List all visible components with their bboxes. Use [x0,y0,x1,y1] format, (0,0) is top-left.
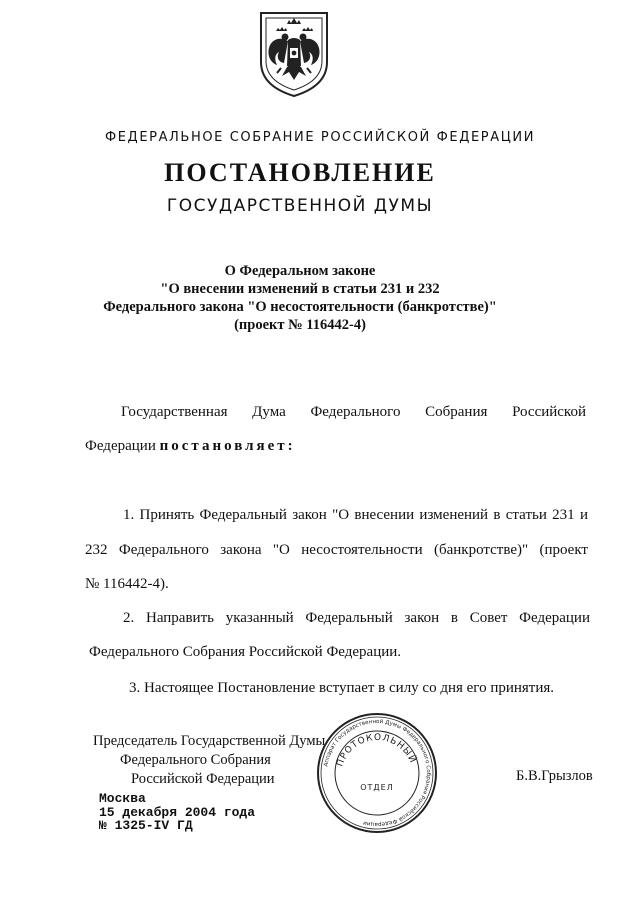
resolution-item-1-line: 1. Принять Федеральный закон "О внесении изменений в статьи 231 и [123,507,588,523]
subject-line: (проект № 116442-4) [234,317,366,333]
subject-line: Федерального закона "О несостоятельности (банкротстве)" [103,299,497,315]
resolution-item-1-line: 232 Федерального закона "О несостоятельности (банкротстве)" (проект [85,542,588,558]
seal-outer-text: Аппарат Государственной Думы Федерального Собрания Российской Федерации [323,718,432,828]
seal-center-text: ОТДЕЛ [360,783,394,792]
document-number: № 1325-IV ГД [99,818,193,833]
resolution-item-3-line: 3. Настоящее Постановление вступает в силу со дня его принятия. [129,680,555,696]
assembly-name: ФЕДЕРАЛЬНОЕ СОБРАНИЕ РОССИЙСКОЙ ФЕДЕРАЦИИ [104,130,536,145]
resolution-item-2-line: 2. Направить указанный Федеральный закон в Совет Федерации [123,610,590,626]
document-date: 15 декабря 2004 года [99,804,256,820]
issuer-name: ГОСУДАРСТВЕННОЙ ДУМЫ [166,196,434,216]
document-subject [0,262,600,334]
resolution-item-1-line: № 116442-4). [85,576,169,592]
signatory-title [93,732,333,789]
preamble-subject: Федерации [85,438,156,454]
subject-line: О Федеральном законе [224,263,376,279]
resolves-verb: постановляет: [159,438,296,454]
preamble-line [85,436,296,456]
signatory-title-line: Председатель Государственной Думы [93,733,326,749]
signatory-title-line: Федерального Собрания [120,752,271,768]
resolution-item-2-line: Федерального Собрания Российской Федерации. [89,644,402,660]
document-type-title: ПОСТАНОВЛЕНИЕ [164,158,436,187]
protocol-department-seal [314,710,440,836]
seal-middle-text: ПРОТОКОЛЬНЫЙ [335,732,418,769]
state-emblem-icon [257,10,331,98]
subject-line: "О внесении изменений в статьи 231 и 232 [160,281,440,297]
signatory-title-line: Российской Федерации [131,771,275,787]
document-meta [99,792,255,833]
signatory-name: Б.В.Грызлов [516,768,593,784]
document-place: Москва [99,791,146,806]
preamble-line: Государственная Дума Федерального Собрания Российской [121,404,586,420]
